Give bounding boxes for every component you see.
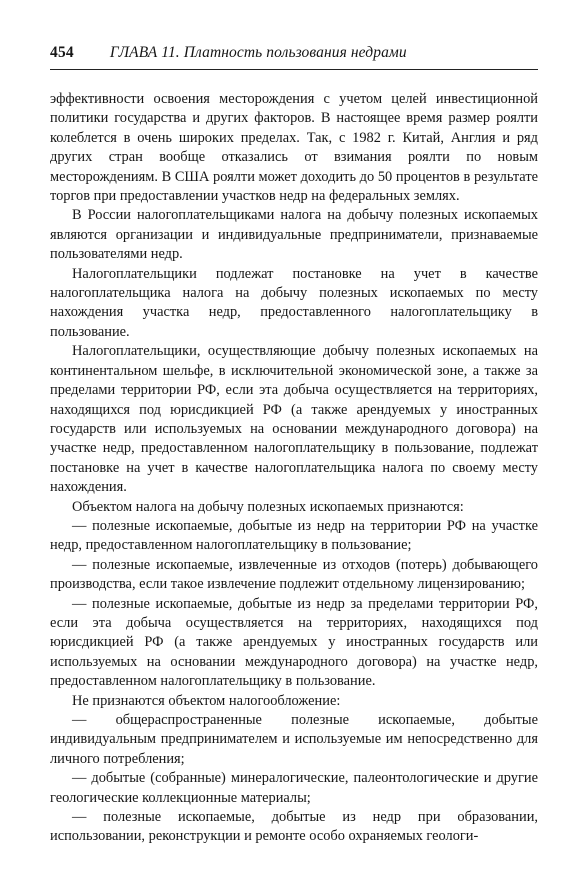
list-item: — полезные ископаемые, извлеченные из отходов (потерь) добывающего производства, если такое извлечение подлежит отдельному лицензированию; xyxy=(50,556,538,593)
page-number: 454 xyxy=(50,44,74,61)
paragraph-shelf: Налогоплательщики, осуществляющие добычу полезных ископаемых на континентальном шельфе, в исключительной экономической зоне, а также за пределами территории РФ, если эта добыча осуществляется на территориях, находящихся под юрисдикцией РФ (а также арендуемых у иностранных государств или используемых на основании международного договора) на участке недр, предоставленном налогоплательщику в пользование, подлежат постановке на учет в качестве налогоплательщика налога по своему месту нахождения. xyxy=(50,343,538,496)
paragraph-continuation: эффективности освоения месторождения с учетом целей инвестиционной политики государства и других факторов. В настоящее время размер роялти колеблется в очень широких пределах. Так, с 1982 г. Китай, Англия и ряд других стран вообще отказались от взимания роялти по новым месторождениям. В США роялти может доходить до 50 процентов в результате торгов при предоставлении участков недр на федеральных землях. xyxy=(50,91,538,205)
running-head xyxy=(50,44,538,66)
paragraph-taxpayers: В России налогоплательщиками налога на добычу полезных ископаемых являются организации и индивидуальные предприниматели, признаваемые пользователями недр. xyxy=(50,207,538,263)
list-item: — общераспространенные полезные ископаемые, добытые индивидуальным предпринимателем и используемые им непосредственно для личного потребления; xyxy=(50,712,538,767)
paragraph-not-object-intro: Не признаются объектом налогообложение: xyxy=(72,692,341,709)
header-rule xyxy=(50,69,538,70)
list-item: — полезные ископаемые, добытые из недр при образовании, использовании, реконструкции и ремонте особо охраняемых геологи- xyxy=(50,809,538,845)
body-text xyxy=(50,90,538,847)
book-page xyxy=(50,44,538,847)
list-item: — полезные ископаемые, добытые из недр за пределами территории РФ, если эта добыча осуществляется на территориях, находящихся под юрисдикцией РФ (а также арендуемых у иностранных государств или используемых на основании международного договора) на участке недр, предоставленном налогоплательщику в пользование. xyxy=(50,595,538,690)
paragraph-registration: Налогоплательщики подлежат постановке на учет в качестве налогоплательщика налога на добычу полезных ископаемых по месту нахождения участка недр, предоставленного налогоплательщику в пользование. xyxy=(50,265,538,340)
list-item: — полезные ископаемые, добытые из недр на территории РФ на участке недр, предоставленном налогоплательщику в пользование; xyxy=(50,517,538,554)
chapter-title: ГЛАВА 11. Платность пользования недрами xyxy=(109,44,407,61)
paragraph-object-intro: Объектом налога на добычу полезных ископаемых признаются: xyxy=(72,498,464,515)
list-item: — добытые (собранные) минералогические, палеонтологические и другие геологические коллекционные материалы; xyxy=(50,770,538,806)
